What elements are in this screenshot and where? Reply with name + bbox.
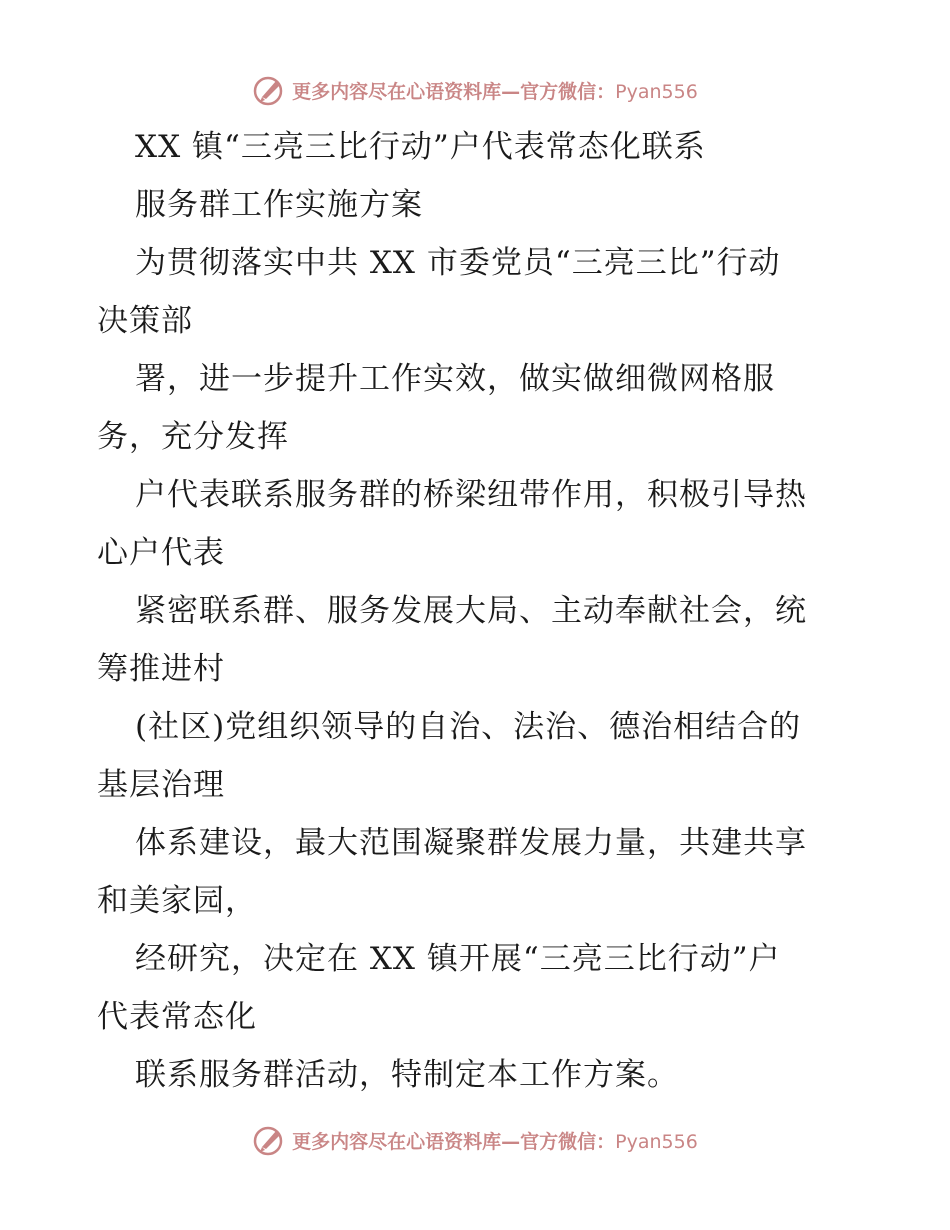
watermark-wechat-id: Pyan556	[615, 1130, 698, 1153]
pen-logo-icon	[252, 1123, 286, 1157]
document-line: 和美家园，	[97, 883, 257, 919]
document-line: 代表常态化	[97, 999, 257, 1035]
document-line: 署，进一步提升工作实效，做实做细微网格服	[135, 361, 775, 397]
document-line: 为贯彻落实中共 XX 市委党员“三亮三比”行动	[135, 245, 781, 281]
watermark-wechat-id: Pyan556	[615, 80, 698, 103]
document-body	[97, 118, 877, 1104]
document-line: XX 镇“三亮三比行动”户代表常态化联系	[135, 129, 706, 165]
document-line: 心户代表	[97, 535, 225, 571]
document-line: 户代表联系服务群的桥梁纽带作用，积极引导热	[135, 477, 807, 513]
document-line: 联系服务群活动，特制定本工作方案。	[135, 1057, 679, 1093]
document-line: 体系建设，最大范围凝聚群发展力量，共建共享	[135, 825, 807, 861]
watermark-label: 更多内容尽在心语资料库—官方微信：	[292, 80, 616, 103]
document-line: 务，充分发挥	[97, 419, 289, 455]
watermark-label: 更多内容尽在心语资料库—官方微信：	[292, 1130, 616, 1153]
document-line: 服务群工作实施方案	[135, 187, 423, 223]
document-line: 筹推进村	[97, 651, 225, 687]
header-watermark	[0, 70, 950, 110]
document-line: 决策部	[97, 303, 193, 339]
document-line: 基层治理	[97, 767, 225, 803]
document-line: 经研究，决定在 XX 镇开展“三亮三比行动”户	[135, 941, 781, 977]
document-line: 紧密联系群、服务发展大局、主动奉献社会，统	[135, 593, 807, 629]
pen-logo-icon	[252, 73, 286, 107]
watermark-text	[292, 1127, 698, 1154]
footer-watermark	[0, 1120, 950, 1160]
watermark-text	[292, 77, 698, 104]
document-line: (社区)党组织领导的自治、法治、德治相结合的	[135, 709, 802, 745]
